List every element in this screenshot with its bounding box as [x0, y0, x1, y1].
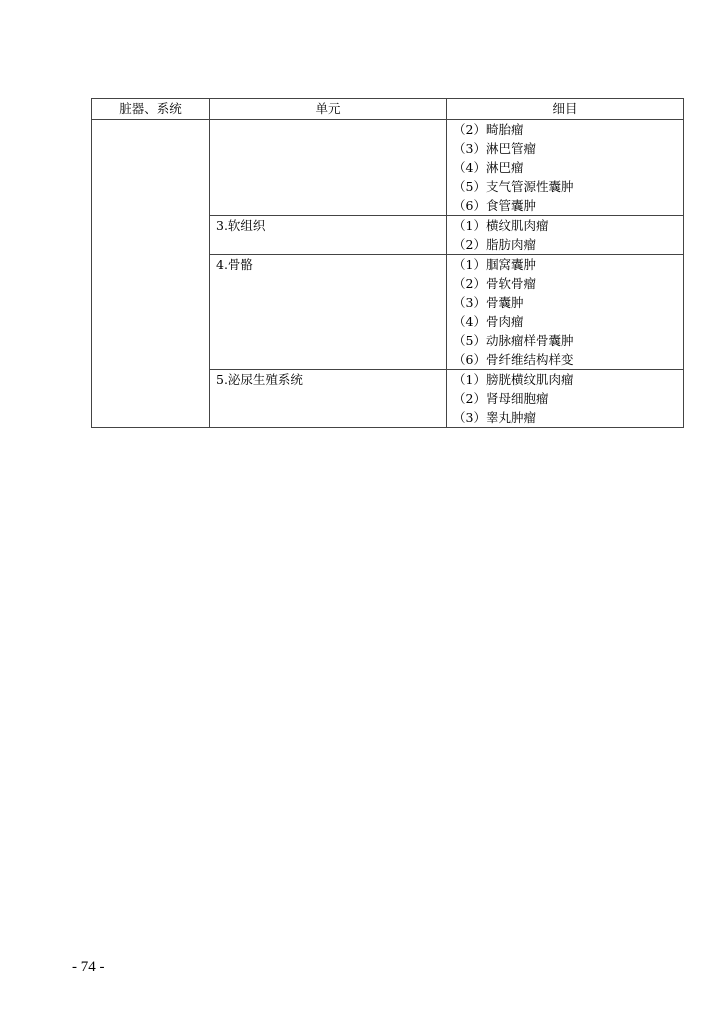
unit-cell: 3.软组织 [210, 216, 447, 255]
detail-item: （1）膀胱横纹肌肉瘤 [453, 372, 574, 387]
page-number: - 74 - [72, 959, 105, 975]
details-cell [447, 370, 684, 428]
detail-item: （6）骨纤维结构样变 [453, 352, 574, 367]
detail-item: （1）腘窝囊肿 [453, 257, 536, 272]
detail-item: （1）横纹肌肉瘤 [453, 218, 549, 233]
details-cell [447, 216, 684, 255]
details-cell [447, 120, 684, 216]
unit-cell: 5.泌尿生殖系统 [210, 370, 447, 428]
detail-item: （6）食管囊肿 [453, 198, 536, 213]
unit-cell: 4.骨骼 [210, 255, 447, 370]
detail-item: （3）骨囊肿 [453, 295, 524, 310]
syllabus-table [91, 98, 684, 428]
detail-item: （2）脂肪肉瘤 [453, 237, 536, 252]
detail-item: （2）畸胎瘤 [453, 122, 524, 137]
header-organ-system: 脏器、系统 [92, 99, 210, 120]
unit-cell [210, 120, 447, 216]
detail-item: （5）支气管源性囊肿 [453, 179, 574, 194]
detail-item: （3）睾丸肿瘤 [453, 410, 536, 425]
details-cell [447, 255, 684, 370]
table-row [92, 120, 684, 216]
detail-item: （2）骨软骨瘤 [453, 276, 536, 291]
detail-item: （5）动脉瘤样骨囊肿 [453, 333, 574, 348]
header-details: 细目 [447, 99, 684, 120]
header-unit: 单元 [210, 99, 447, 120]
detail-item: （3）淋巴管瘤 [453, 141, 536, 156]
organ-system-cell [92, 120, 210, 428]
detail-item: （2）肾母细胞瘤 [453, 391, 549, 406]
detail-item: （4）骨肉瘤 [453, 314, 524, 329]
table-header-row [92, 99, 684, 120]
detail-item: （4）淋巴瘤 [453, 160, 524, 175]
